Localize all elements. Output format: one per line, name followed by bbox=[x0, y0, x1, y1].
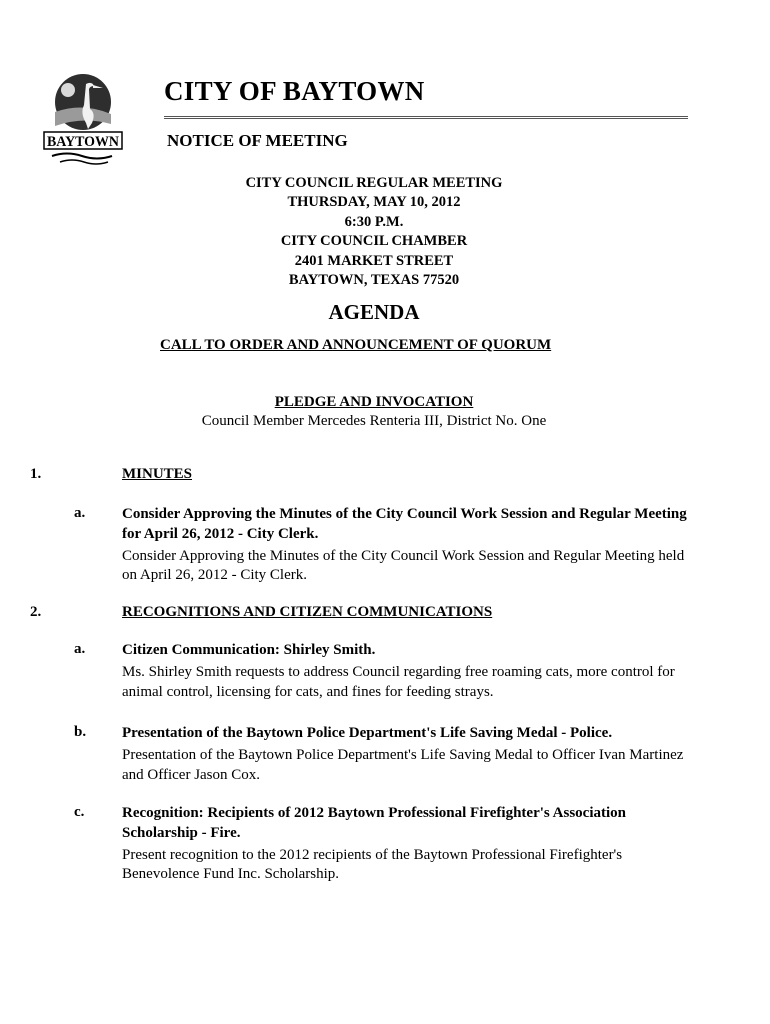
section-number: 1. bbox=[30, 466, 42, 482]
meeting-line: BAYTOWN, TEXAS 77520 bbox=[288, 272, 460, 289]
meeting-line: CITY COUNCIL CHAMBER bbox=[280, 233, 468, 250]
meeting-line: CITY COUNCIL REGULAR MEETING bbox=[245, 175, 503, 191]
item-title: Presentation of the Baytown Police Department's Life Saving Medal - Police. bbox=[122, 725, 613, 741]
section-heading: MINUTES bbox=[122, 466, 193, 482]
item-title: Recognition: Recipients of 2012 Baytown Professional Firefighter's Association Scholarship - Fire. bbox=[122, 805, 626, 841]
item-description: Consider Approving the Minutes of the City Council Work Session and Regular Meeting held on April 26, 2012 - City Clerk. bbox=[122, 547, 685, 584]
item-description: Presentation of the Baytown Police Department's Life Saving Medal to Officer Ivan Martinez and Officer Jason Cox. bbox=[122, 746, 684, 783]
agenda-item bbox=[122, 804, 702, 885]
meeting-line: 2401 MARKET STREET bbox=[294, 252, 454, 269]
logo-text: BAYTOWN bbox=[47, 134, 120, 150]
item-letter: b. bbox=[74, 724, 87, 740]
item-description: Ms. Shirley Smith requests to address Council regarding free roaming cats, more control for animal control, licensing for cats, and fines for feeding strays. bbox=[122, 663, 675, 700]
pledge-heading: PLEDGE AND INVOCATION bbox=[274, 394, 474, 410]
agenda-title: AGENDA bbox=[328, 300, 420, 324]
meeting-line: THURSDAY, MAY 10, 2012 bbox=[287, 194, 461, 211]
meeting-line: 6:30 P.M. bbox=[344, 213, 404, 230]
city-title: CITY OF BAYTOWN bbox=[164, 76, 425, 106]
item-title: Consider Approving the Minutes of the City Council Work Session and Regular Meeting for April 26, 2012 - City Clerk. bbox=[122, 506, 687, 542]
city-logo bbox=[42, 72, 124, 168]
item-letter: a. bbox=[74, 641, 86, 657]
agenda-item bbox=[122, 724, 702, 785]
agenda-item bbox=[122, 505, 702, 586]
item-letter: a. bbox=[74, 505, 86, 521]
item-title: Citizen Communication: Shirley Smith. bbox=[122, 642, 376, 658]
meeting-info bbox=[184, 174, 564, 290]
item-description: Present recognition to the 2012 recipients of the Baytown Professional Firefighter's Benevolence Fund Inc. Scholarship. bbox=[122, 846, 623, 883]
agenda-item bbox=[122, 641, 702, 702]
section-number: 2. bbox=[30, 604, 42, 620]
notice-title: NOTICE OF MEETING bbox=[167, 131, 348, 150]
call-to-order-heading: CALL TO ORDER AND ANNOUNCEMENT OF QUORUM bbox=[160, 337, 552, 353]
item-letter: c. bbox=[74, 804, 85, 820]
header-rule bbox=[164, 116, 688, 119]
pledge-text: Council Member Mercedes Renteria III, District No. One bbox=[201, 413, 547, 429]
section-heading: RECOGNITIONS AND CITIZEN COMMUNICATIONS bbox=[122, 604, 493, 620]
